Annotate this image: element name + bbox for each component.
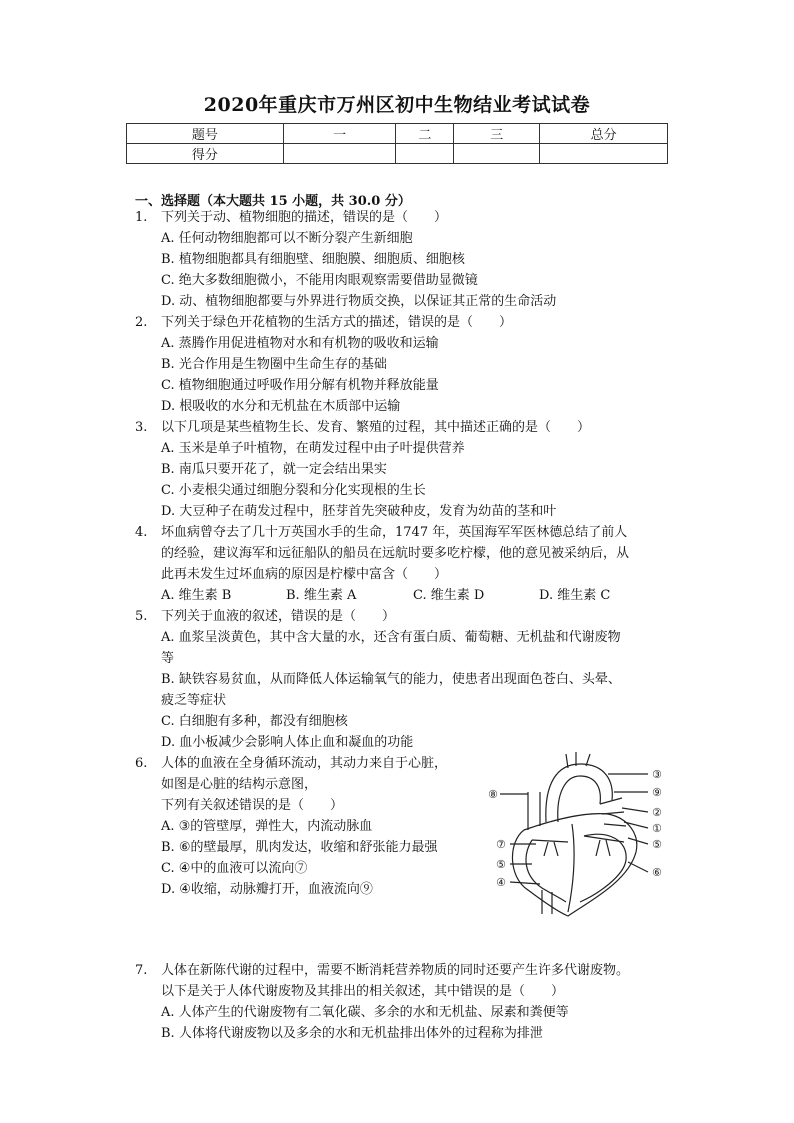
option-c[interactable]: C. 白细胞有多种，都没有细胞核 [161, 714, 348, 729]
score-table [126, 123, 668, 164]
score-header-cell: 三 [454, 124, 540, 144]
option-c[interactable]: C. 植物细胞通过呼吸作用分解有机物并释放能量 [161, 378, 439, 393]
section-heading: 一、选择题（本大题共 15 小题，共 30.0 分） [135, 194, 411, 209]
question-number: 5. [135, 609, 148, 624]
option-c[interactable]: C. 绝大多数细胞微小，不能用肉眼观察需要借助显微镜 [161, 273, 478, 288]
option-a[interactable]: A. 血浆呈淡黄色，其中含大量的水，还含有蛋白质、葡萄糖、无机盐和代谢废物 [161, 630, 621, 645]
heart-body [512, 814, 636, 916]
atrioventricular-line-left [584, 836, 624, 842]
diagram-label-1: ① [652, 822, 662, 835]
score-cell[interactable] [454, 144, 540, 164]
question-text-line: 人体的血液在全身循环流动，其动力来自于心脏， [161, 756, 448, 771]
diagram-label-9: ⑨ [652, 786, 662, 799]
option-c[interactable]: C. 小麦根尖通过细胞分裂和分化实现根的生长 [161, 483, 426, 498]
option-d[interactable]: D. 动、植物细胞都要与外界进行物质交换，以保证其正常的生命活动 [161, 294, 557, 309]
question-5 [0, 606, 794, 627]
question-1 [0, 207, 794, 228]
option-a[interactable]: A. 蒸腾作用促进植物对水和有机物的吸收和运输 [161, 336, 439, 351]
option-c[interactable]: C. ④中的血液可以流向⑦ [161, 861, 308, 876]
question-text-line: 如图是心脏的结构示意图， [161, 777, 318, 792]
question-text-line: 的经验，建议海军和远征船队的船员在远航时要多吃柠檬，他的意见被采纳后，从 [161, 546, 630, 561]
right-valve [544, 842, 558, 856]
label-line-2 [622, 808, 648, 812]
option-b[interactable]: B. 维生素 A [286, 588, 357, 603]
option-a[interactable]: A. ③的管壁厚，弹性大，内流动脉血 [161, 819, 373, 834]
option-b[interactable]: B. 缺铁容易贫血，从而降低人体运输氧气的能力，使患者出现面色苍白、头晕、 [161, 672, 621, 687]
question-number: 2. [135, 315, 148, 330]
diagram-label-2: ② [652, 806, 662, 819]
diagram-label-6: ⑥ [652, 866, 662, 879]
option-a[interactable]: A. 玉米是单子叶植物，在萌发过程中由子叶提供营养 [161, 441, 465, 456]
question-text: 以下几项是某些植物生长、发育、繁殖的过程，其中描述正确的是（ ） [161, 420, 591, 435]
question-text: 下列关于动、植物细胞的描述，错误的是（ ） [161, 210, 448, 225]
score-table-score-row [127, 144, 668, 164]
option-d[interactable]: D. ④收缩，动脉瓣打开，血液流向⑨ [161, 882, 373, 897]
question-7 [0, 960, 794, 981]
label-line-5-right [628, 838, 648, 844]
score-table-header-row [127, 124, 668, 144]
score-header-cell: 总分 [540, 124, 668, 144]
question-number: 1. [135, 210, 148, 225]
question-text-line: 以下是关于人体代谢废物及其排出的相关叙述，其中错误的是（ ） [161, 984, 565, 999]
score-cell[interactable] [540, 144, 668, 164]
question-number: 3. [135, 420, 148, 435]
option-b-continued[interactable]: 疲乏等症状 [161, 693, 227, 708]
score-row-label: 得分 [127, 144, 284, 164]
question-3 [0, 417, 794, 438]
score-cell[interactable] [283, 144, 396, 164]
question-2 [0, 312, 794, 333]
question-text-line: 下列有关叙述错误的是（ ） [161, 798, 344, 813]
question-number: 4. [135, 525, 148, 540]
option-a[interactable]: A. 维生素 B [161, 588, 232, 603]
score-header-cell: 二 [396, 124, 454, 144]
question-4 [0, 522, 794, 543]
question-text-line: 此再未发生过坏血病的原因是柠檬中富含（ ） [161, 567, 448, 582]
option-b[interactable]: B. 人体将代谢废物以及多余的水和无机盐排出体外的过程称为排泄 [161, 1026, 543, 1041]
atrioventricular-line-right [532, 840, 568, 842]
diagram-label-8: ⑧ [488, 788, 498, 801]
superior-vena-cava [528, 792, 540, 830]
diagram-label-5-left: ⑤ [496, 858, 506, 871]
option-b[interactable]: B. 南瓜只要开花了，就一定会结出果实 [161, 462, 387, 477]
pulmonary-vessels [600, 798, 626, 826]
diagram-label-3: ③ [652, 768, 662, 781]
septum [568, 824, 574, 912]
diagram-label-7: ⑦ [496, 838, 506, 851]
option-d[interactable]: D. 根吸收的水分和无机盐在木质部中运输 [161, 399, 401, 414]
score-header-cell: 题号 [127, 124, 284, 144]
left-valve [596, 840, 610, 856]
question-number: 6. [135, 756, 148, 771]
option-b[interactable]: B. 光合作用是生物圈中生命生存的基础 [161, 357, 387, 372]
label-line-1 [624, 822, 648, 828]
option-a[interactable]: A. 任何动物细胞都可以不断分裂产生新细胞 [161, 231, 413, 246]
option-d[interactable]: D. 血小板减少会影响人体止血和凝血的功能 [161, 735, 414, 750]
option-b[interactable]: B. ⑥的壁最厚，肌肉发达，收缩和舒张能力最强 [161, 840, 438, 855]
score-cell[interactable] [396, 144, 454, 164]
score-header-cell: 一 [283, 124, 396, 144]
diagram-label-4: ④ [496, 876, 506, 889]
heart-structure-diagram [488, 752, 668, 917]
option-c[interactable]: C. 维生素 D [413, 588, 485, 603]
question-number: 7. [135, 963, 148, 978]
question-text: 下列关于绿色开花植物的生活方式的描述，错误的是（ ） [161, 315, 513, 330]
option-d[interactable]: D. 维生素 C [539, 588, 611, 603]
diagram-label-5: ⑤ [652, 838, 662, 851]
option-d[interactable]: D. 大豆种子在萌发过程中，胚芽首先突破种皮，发育为幼苗的茎和叶 [161, 504, 557, 519]
option-a-continued[interactable]: 等 [161, 651, 175, 666]
question-text-line: 人体在新陈代谢的过程中，需要不断消耗营养物质的同时还要产生许多代谢废物。 [161, 963, 630, 978]
question-6 [0, 753, 794, 774]
option-a[interactable]: A. 人体产生的代谢废物有二氧化碳、多余的水和无机盐、尿素和粪便等 [161, 1005, 569, 1020]
question-text-line: 坏血病曾夺去了几十万英国水手的生命，1747 年，英国海军军医林德总结了前人 [161, 525, 628, 540]
page-title: 2020年重庆市万州区初中生物结业考试试卷 [203, 94, 591, 116]
label-line-6 [628, 862, 648, 872]
option-b[interactable]: B. 植物细胞都具有细胞壁、细胞膜、细胞质、细胞核 [161, 252, 465, 267]
question-text: 下列关于血液的叙述，错误的是（ ） [161, 609, 396, 624]
